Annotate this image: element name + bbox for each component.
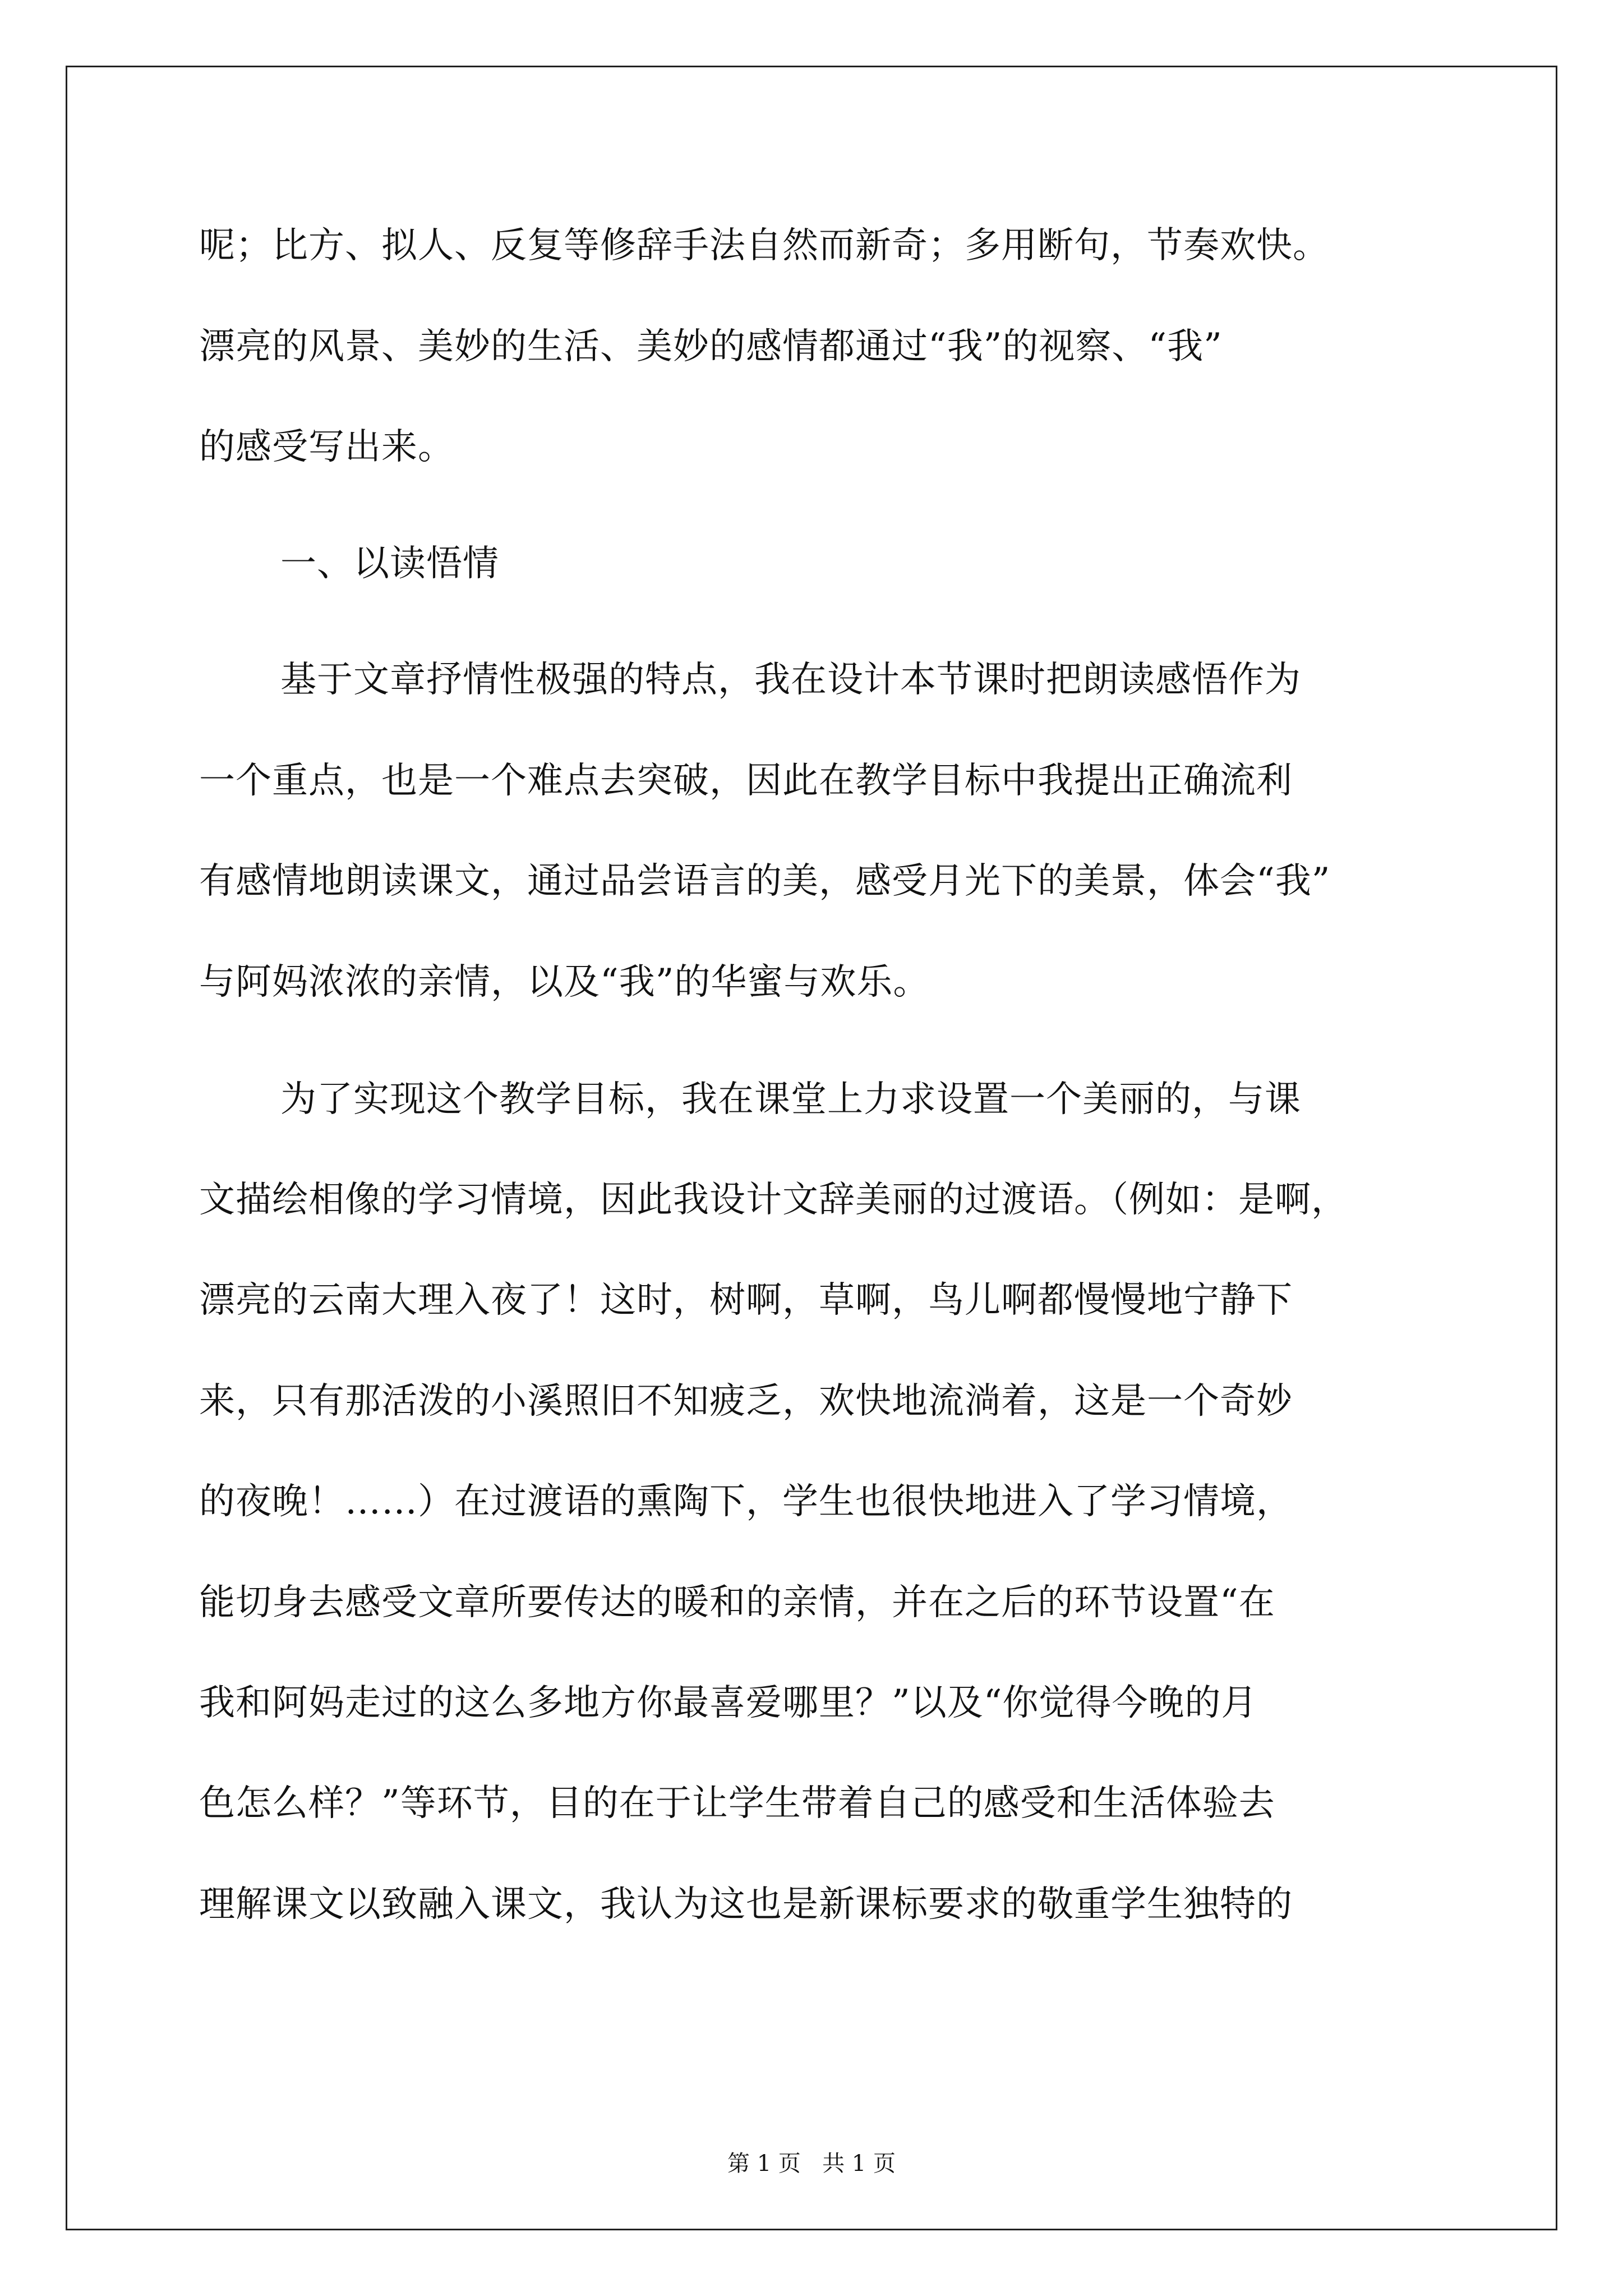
body-line-16: 色怎么样？”等环节，目的在于让学生带着自己的感受和生活体验去 xyxy=(199,1783,1275,1824)
section-heading: 一、以读悟情 xyxy=(280,543,499,585)
body-line-7: 有感情地朗读课文，通过品尝语言的美，感受月光下的美景，体会“我” xyxy=(199,861,1331,902)
body-line-17: 理解课文以致融入课文，我认为这也是新课标要求的敬重学生独特的 xyxy=(199,1884,1293,1925)
body-line-6: 一个重点，也是一个难点去突破，因此在教学目标中我提出正确流利 xyxy=(199,760,1293,802)
page-number-footer: 第 1 页 共 1 页 xyxy=(727,2151,896,2177)
body-line-8: 与阿妈浓浓的亲情，以及“我”的华蜜与欢乐。 xyxy=(199,961,930,1003)
body-line-9: 为了实现这个教学目标，我在课堂上力求设置一个美丽的，与课 xyxy=(280,1079,1301,1120)
body-line-3: 的感受写出来。 xyxy=(199,426,454,468)
body-line-5: 基于文章抒情性极强的特点，我在设计本节课时把朗读感悟作为 xyxy=(280,659,1301,701)
body-line-2: 漂亮的风景、美妙的生活、美妙的感情都通过“我”的视察、“我” xyxy=(199,326,1223,367)
body-line-15: 我和阿妈走过的这么多地方你最喜爱哪里？”以及“你觉得今晚的月 xyxy=(199,1682,1258,1724)
body-line-1: 呢；比方、拟人、反复等修辞手法自然而新奇；多用断句，节奏欢快。 xyxy=(199,225,1329,266)
body-line-13: 的夜晚！……）在过渡语的熏陶下，学生也很快地进入了学习情境， xyxy=(199,1481,1293,1522)
body-line-10: 文描绘相像的学习情境，因此我设计文辞美丽的过渡语。（例如：是啊， xyxy=(199,1179,1348,1221)
body-line-12: 来，只有那活泼的小溪照旧不知疲乏，欢快地流淌着，这是一个奇妙 xyxy=(199,1381,1293,1422)
body-line-11: 漂亮的云南大理入夜了！这时，树啊，草啊，鸟儿啊都慢慢地宁静下 xyxy=(199,1280,1293,1321)
body-line-14: 能切身去感受文章所要传达的暖和的亲情，并在之后的环节设置“在 xyxy=(199,1582,1275,1623)
